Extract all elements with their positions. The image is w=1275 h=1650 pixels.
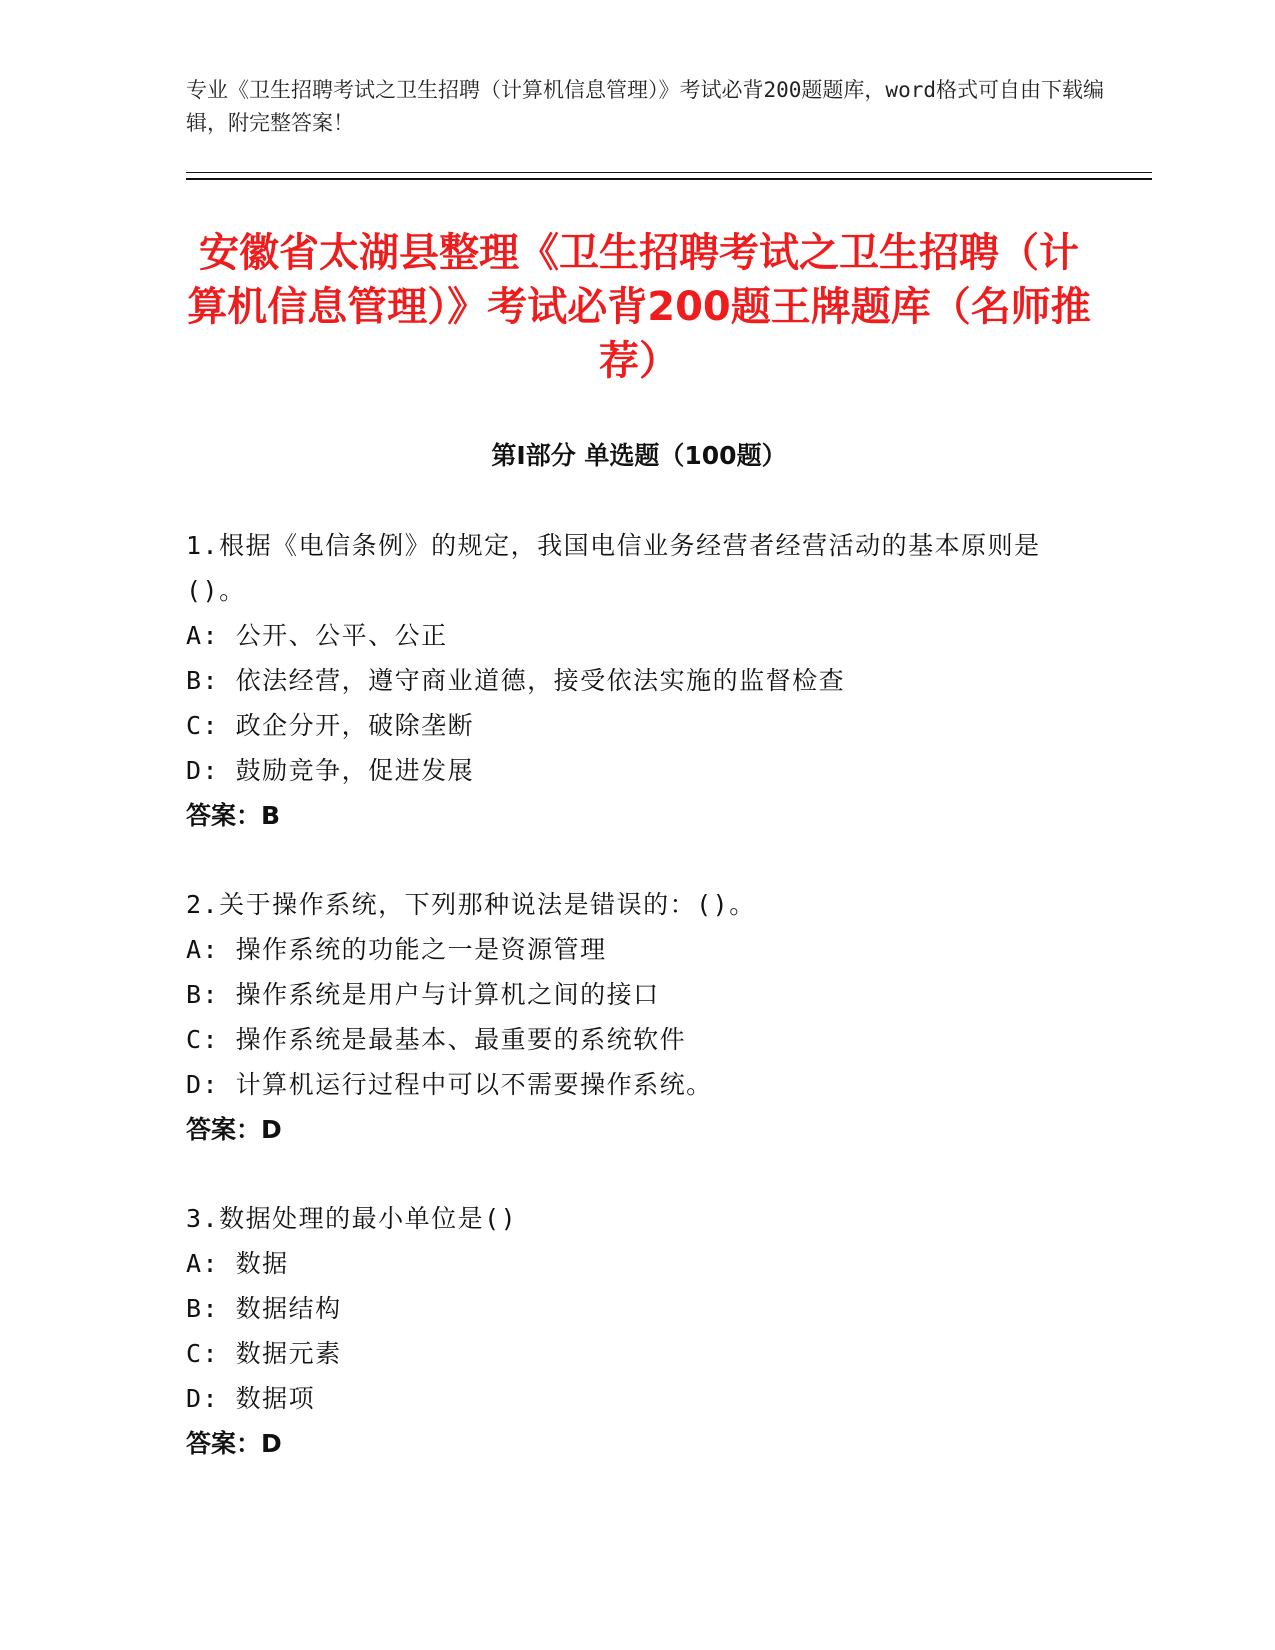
document-title: 安徽省太湖县整理《卫生招聘考试之卫生招聘（计算机信息管理）》考试必背200题王牌题库（名师推荐） [187,230,1091,384]
option-a: A: 操作系统的功能之一是资源管理 [186,935,607,964]
question-item [186,1196,1066,1466]
question-item [186,882,1066,1152]
header-divider-thick [186,178,1152,180]
answer-label: 答案：D [186,1429,282,1458]
answer-label: 答案：D [186,1115,282,1144]
option-d: D: 数据项 [186,1384,316,1413]
option-b: B: 数据结构 [186,1294,342,1323]
option-b: B: 依法经营，遵守商业道德，接受依法实施的监督检查 [186,666,846,695]
option-a: A: 数据 [186,1249,289,1278]
question-item [186,523,1066,838]
option-d: D: 鼓励竞争，促进发展 [186,756,475,785]
option-c: C: 操作系统是最基本、最重要的系统软件 [186,1025,687,1054]
option-b: B: 操作系统是用户与计算机之间的接口 [186,980,660,1009]
header-divider-thin [186,172,1152,173]
option-a: A: 公开、公平、公正 [186,621,448,650]
option-d: D: 计算机运行过程中可以不需要操作系统。 [186,1070,713,1099]
question-list [186,523,1066,1510]
question-stem: 2.关于操作系统，下列那种说法是错误的：()。 [186,890,756,919]
section-title: 第Ⅰ部分 单选题（100题） [491,441,787,470]
header-note: 专业《卫生招聘考试之卫生招聘（计算机信息管理）》考试必背200题题库，word格式可自由下载编辑，附完整答案！ [186,78,1104,135]
answer-label: 答案：B [186,801,281,830]
option-c: C: 政企分开，破除垄断 [186,711,475,740]
question-stem: 3.数据处理的最小单位是() [186,1204,518,1233]
option-c: C: 数据元素 [186,1339,342,1368]
question-stem: 1.根据《电信条例》的规定，我国电信业务经营者经营活动的基本原则是()。 [186,531,1041,605]
